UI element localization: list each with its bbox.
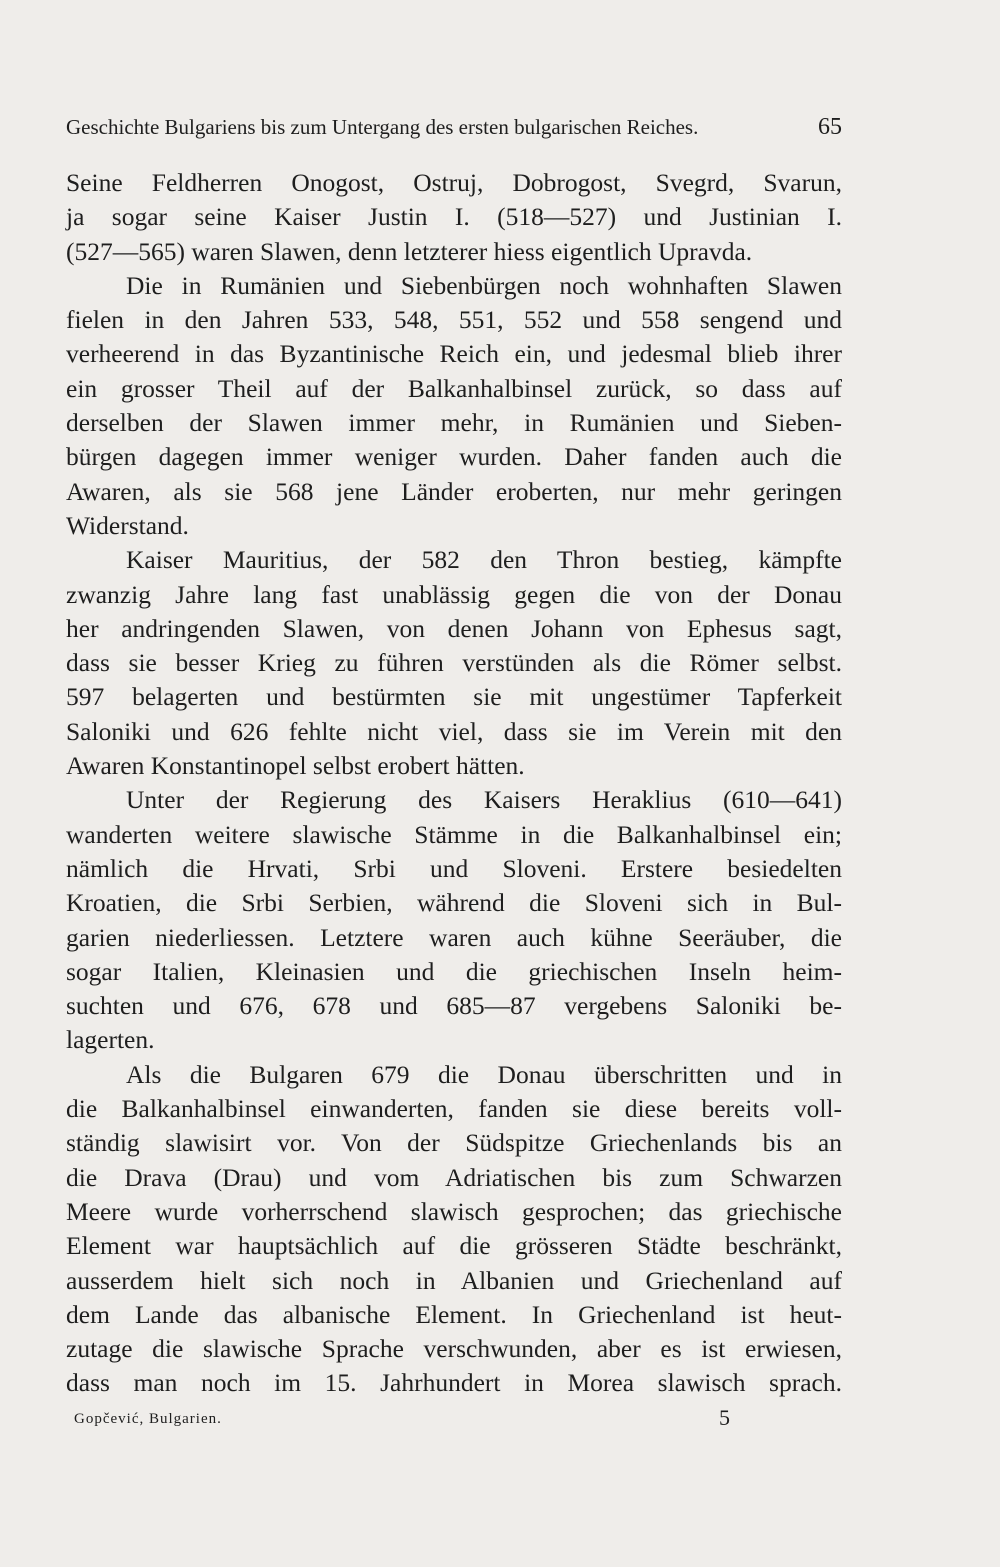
text-line: Seine Feldherren Onogost, Ostruj, Dobrogost, Svegrd, Svarun, [66, 168, 842, 197]
text-line: ja sogar seine Kaiser Justin I. (518—527) und Justinian I. [66, 202, 842, 232]
text-line: Awaren, als sie 568 jene Länder eroberten, nur mehr geringen [66, 476, 842, 506]
text-line: lagerten. [66, 1025, 155, 1055]
text-line: 597 belagerten und bestürmten sie mit ungestümer Tapferkeit [66, 682, 842, 712]
text-line: Unter der Regierung des Kaisers Heraklius (610—641) [126, 785, 842, 815]
text-line: zwanzig Jahre lang fast unablässig gegen die von der Donau [66, 579, 842, 609]
text-line: Kroatien, die Srbi Serbien, während die Sloveni sich in Bul- [66, 888, 842, 918]
text-line: Als die Bulgaren 679 die Donau überschritten und in [126, 1059, 842, 1089]
text-line: Element war hauptsächlich auf die grösseren Städte beschränkt, [66, 1231, 842, 1261]
signature-mark: 5 [719, 1405, 730, 1430]
text-line: garien niederliessen. Letztere waren auch kühne Seeräuber, die [66, 922, 842, 952]
text-line: derselben der Slawen immer mehr, in Rumänien und Sieben- [66, 408, 842, 438]
text-line: ständig slawisirt vor. Von der Südspitze Griechenlands bis an [66, 1128, 842, 1158]
text-line: Awaren Konstantinopel selbst erobert hätten. [66, 751, 525, 781]
text-line: Meere wurde vorherrschend slawisch gesprochen; das griechische [66, 1196, 842, 1226]
text-line: zutage die slawische Sprache verschwunden, aber es ist erwiesen, [66, 1334, 842, 1364]
text-line: suchten und 676, 678 und 685—87 vergebens Saloniki be- [66, 991, 842, 1021]
running-title: Geschichte Bulgariens bis zum Untergang des ersten bulgarischen Reiches. [66, 115, 699, 139]
text-line: verheerend in das Byzantinische Reich ein, und jedesmal blieb ihrer [66, 339, 842, 369]
text-line: ein grosser Theil auf der Balkanhalbinsel zurück, so dass auf [66, 373, 842, 403]
text-line: her andringenden Slawen, von denen Johann von Ephesus sagt, [66, 613, 842, 643]
page-footer [74, 1405, 730, 1435]
text-line: Kaiser Mauritius, der 582 den Thron bestieg, kämpfte [126, 545, 842, 575]
text-line: die Drava (Drau) und vom Adriatischen bis zum Schwarzen [66, 1162, 842, 1192]
text-line: wanderten weitere slawische Stämme in die Balkanhalbinsel ein; [66, 819, 842, 849]
text-line: bürgen dagegen immer weniger wurden. Daher fanden auch die [66, 442, 842, 472]
text-line: dem Lande das albanische Element. In Griechenland ist heut- [66, 1299, 842, 1329]
text-line: (527—565) waren Slawen, denn letzterer hiess eigentlich Upravda. [66, 236, 753, 266]
body-text [66, 166, 842, 1401]
text-line: dass sie besser Krieg zu führen verstünden als die Römer selbst. [66, 648, 842, 678]
text-line: Die in Rumänien und Siebenbürgen noch wohnhaften Slawen [126, 270, 842, 300]
text-line: die Balkanhalbinsel einwanderten, fanden sie diese bereits voll- [66, 1094, 842, 1124]
text-line: Saloniki und 626 fehlte nicht viel, dass sie im Verein mit den [66, 716, 842, 746]
text-line: sogar Italien, Kleinasien und die griechischen Inseln heim- [66, 956, 842, 986]
text-line: nämlich die Hrvati, Srbi und Sloveni. Erstere besiedelten [66, 853, 842, 883]
text-line: dass man noch im 15. Jahrhundert in Morea slawisch sprach. [66, 1368, 842, 1398]
text-line: fielen in den Jahren 533, 548, 551, 552 und 558 sengend und [66, 305, 842, 335]
text-line: Widerstand. [66, 510, 189, 540]
running-head [66, 112, 842, 142]
text-line: ausserdem hielt sich noch in Albanien und Griechenland auf [66, 1265, 842, 1295]
footer-author: Gopčević, Bulgarien. [74, 1411, 222, 1427]
page-number: 65 [818, 114, 842, 140]
